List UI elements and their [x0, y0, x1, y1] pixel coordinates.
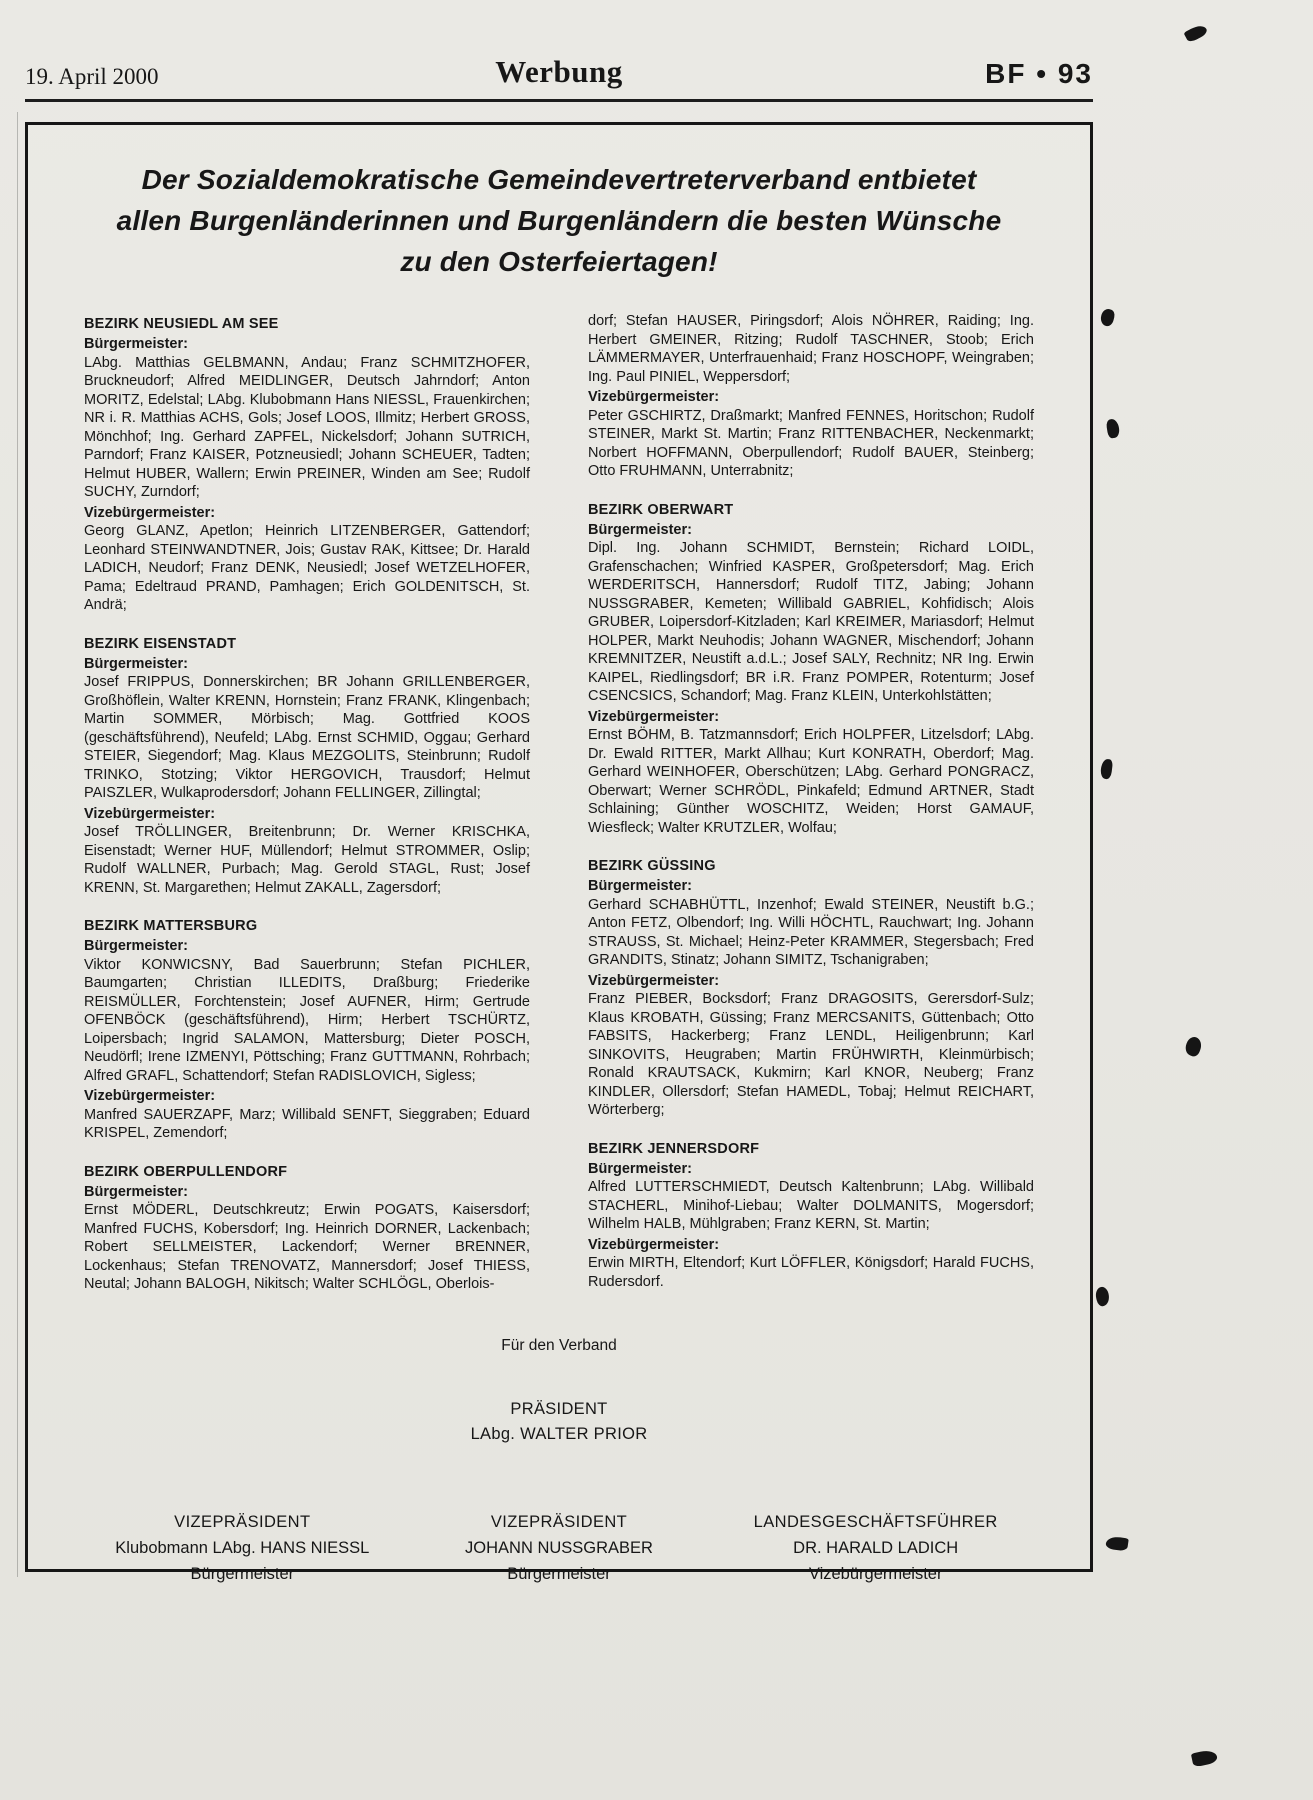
district-heading: BEZIRK MATTERSBURG	[84, 918, 258, 934]
mayor-names: Alfred LUTTERSCHMIEDT, Deutsch Kaltenbrunn; LAbg. Willibald STACHERL, Minihof-Liebau; Walter DOLMANITS, Mogersdorf; Wilhelm HALB, Mühlgraben; Franz KERN, St. Martin;	[588, 1179, 1034, 1232]
vice-mayor-names: Josef TRÖLLINGER, Breitenbrunn; Dr. Werner KRISCHKA, Eisenstadt; Werner HUF, Müllendorf; Helmut STROMMER, Oslip; Rudolf WALLNER, Purbach; Mag. Gerold STAGL, Rust; Josef KRENN, St. Margarethen; Helmut ZAKALL, Zagersdorf;	[84, 824, 530, 896]
section-title: Werbung	[495, 54, 623, 89]
officer-name: Klubobmann LAbg. HANS NIESSL	[115, 1538, 370, 1557]
ad-title-line-1: Der Sozialdemokratische Gemeindevertreterverband entbietet	[141, 164, 977, 195]
ink-mark-icon	[1099, 308, 1116, 328]
ink-mark-icon	[1094, 1286, 1111, 1307]
officer-title: VIZEPRÄSIDENT	[490, 1512, 628, 1531]
two-column-body	[84, 312, 1034, 1311]
officer-name: DR. HARALD LADICH	[793, 1538, 959, 1557]
officer-vice-president-1	[84, 1509, 401, 1587]
vice-mayor-label: Vizebürgermeister:	[588, 972, 720, 989]
mayor-label: Bürgermeister:	[84, 1183, 188, 1200]
page-content	[25, 50, 1093, 1583]
officer-name: JOHANN NUSSGRABER	[465, 1538, 653, 1557]
vice-mayor-label: Vizebürgermeister:	[588, 708, 720, 725]
mayor-names-part1: Ernst MÖDERL, Deutschkreutz; Erwin POGATS, Kaisersdorf; Manfred FUCHS, Kobersdorf; Ing. Heinrich DORNER, Lackenbach; Robert SELLMEISTER, Lackendorf; Werner BRENNER, Lockenhaus; Stefan TRENOVATZ, Mannersdorf; Josef THIESS, Neutal; Johann BALOGH, Nikitsch; Walter SCHLÖGL, Oberlois-	[84, 1202, 530, 1292]
officer-role: Vizebürgermeister	[808, 1564, 943, 1583]
left-column	[84, 312, 530, 1311]
district-neusiedl	[84, 312, 530, 615]
vice-mayor-label: Vizebürgermeister:	[84, 1088, 216, 1104]
fuer-den-verband: Für den Verband	[501, 1336, 617, 1354]
ink-mark-icon	[1183, 23, 1208, 44]
ink-mark-icon	[1183, 1035, 1204, 1058]
president-block	[84, 1397, 1034, 1447]
vice-mayor-names: Peter GSCHIRTZ, Draßmarkt; Manfred FENNES, Horitschon; Rudolf STEINER, Markt St. Martin; Franz RITTENBACHER, Neckenmarkt; Norbert HOFFMANN, Oberpullendorf; Rudolf BAUER, Steinberg; Otto FRUHMANN, Unterrabnitz;	[588, 407, 1034, 479]
district-heading: BEZIRK JENNERSDORF	[588, 1140, 760, 1157]
mayor-names: Dipl. Ing. Johann SCHMIDT, Bernstein; Richard LOIDL, Grafenschachen; Winfried KASPER, Großpetersdorf; Mag. Erich WERDERITSCH, Hannersdorf; Rudolf TITZ, Jabing; Johann NUSSGRABER, Kemeten; Willibald GABRIEL, Kohfidisch; Alois GRUBER, Loipersdorf-Kitzladen; Karl KREIMER, Mariasdorf; Helmut HOLPER, Markt Neuhodis; Johann WAGNER, Mischendorf; Johann KREMNITZER, Neustift a.d.L.; Josef SALY, Rechnitz; NR Ing. Erwin KAIPEL, Riedlingsdorf; BR i.R. Franz POMPER, Rotenturm; Josef CSENCSICS, Schandorf; Mag. Franz KLEIN, Unterkohlstätten;	[588, 540, 1034, 704]
officer-role: Bürgermeister	[190, 1564, 295, 1583]
president-name: LAbg. WALTER PRIOR	[470, 1424, 648, 1443]
officer-title: VIZEPRÄSIDENT	[174, 1512, 311, 1531]
mayor-label: Bürgermeister:	[84, 938, 188, 954]
mayor-label: Bürgermeister:	[588, 521, 692, 538]
officer-title: LANDESGESCHÄFTSFÜHRER	[753, 1512, 998, 1531]
closing-block	[84, 1337, 1034, 1587]
district-heading: BEZIRK EISENSTADT	[84, 635, 237, 652]
district-jennersdorf	[588, 1137, 1034, 1292]
officer-managing-director	[717, 1509, 1034, 1587]
district-oberpullendorf-continued	[588, 312, 1034, 481]
district-oberwart	[588, 498, 1034, 838]
officer-role: Bürgermeister	[507, 1564, 611, 1583]
ink-mark-icon	[1191, 1749, 1218, 1768]
district-heading: BEZIRK OBERWART	[588, 501, 734, 518]
vice-mayor-label: Vizebürgermeister:	[588, 1236, 720, 1253]
ink-mark-icon	[1100, 758, 1113, 779]
officers-row	[84, 1509, 1034, 1587]
mayor-label: Bürgermeister:	[84, 655, 188, 672]
district-oberpullendorf	[84, 1160, 530, 1294]
ad-title-line-2: allen Burgenländerinnen und Burgenländern die besten Wünsche	[116, 205, 1002, 236]
mayor-names: Viktor KONWICSNY, Bad Sauerbrunn; Stefan PICHLER, Baumgarten; Christian ILLEDITS, Draßburg; Friederike REISMÜLLER, Forchtenstein; Josef AUFNER, Hirm; Gertrude OFENBÖCK (geschäftsführend), Hirm; Herbert TSCHÜRTZ, Loipersbach; Ingrid SALAMON, Mattersburg; Dieter POSCH, Neudörfl; Irene IZMENYI, Pöttsching; Franz GUTTMANN, Rohrbach; Alfred GRAFL, Schattendorf; Stefan RADISLOVICH, Sigless;	[84, 956, 530, 1084]
vice-mayor-names: Erwin MIRTH, Eltendorf; Kurt LÖFFLER, Königsdorf; Harald FUCHS, Rudersdorf.	[588, 1255, 1034, 1290]
ad-title-line-3: zu den Osterfeiertagen!	[400, 246, 718, 277]
district-heading: BEZIRK OBERPULLENDORF	[84, 1163, 288, 1180]
district-heading: BEZIRK NEUSIEDL AM SEE	[84, 316, 279, 332]
officer-vice-president-2	[401, 1509, 718, 1587]
mayor-names: Gerhard SCHABHÜTTL, Inzenhof; Ewald STEINER, Neustift b.G.; Anton FETZ, Olbendorf; Ing. Willi HÖCHTL, Rauchwart; Ing. Johann STRAUSS, St. Michael; Heinz-Peter KRAMMER, Stegersbach; Fred GRANDITS, Stinatz; Johann SIMITZ, Tschanigraben;	[588, 896, 1034, 968]
ink-mark-icon	[1105, 1536, 1129, 1552]
ink-mark-icon	[1106, 418, 1121, 439]
right-column	[588, 312, 1034, 1311]
date-label: 19. April 2000	[25, 64, 159, 89]
district-mattersburg	[84, 914, 530, 1143]
vice-mayor-names: Georg GLANZ, Apetlon; Heinrich LITZENBERGER, Gattendorf; Leonhard STEINWANDTNER, Jois; Gustav RAK, Kittsee; Dr. Harald LADICH, Neudorf; Franz DENK, Neusiedl; Josef WETZELHOFER, Pama; Edeltraud PRAND, Pamhagen; Erich GOLDENITSCH, St. Andrä;	[84, 523, 530, 613]
mayor-names: LAbg. Matthias GELBMANN, Andau; Franz SCHMITZHOFER, Bruckneudorf; Alfred MEIDLINGER, Deutsch Jahrndorf; Anton MORITZ, Edelstal; LAbg. Klubobmann Hans NIESSL, Frauenkirchen; NR i. R. Matthias ACHS, Gols; Josef LOOS, Illmitz; Herbert GROSS, Mönchhof; Ing. Gerhard ZAPFEL, Nickelsdorf; Johann SUTRICH, Parndorf; Franz KAISER, Potzneusiedl; Johann SCHEUER, Tadten; Helmut HUBER, Wallern; Erwin PREINER, Winden am See; Rudolf SUCHY, Zurndorf;	[84, 354, 530, 500]
scan-edge-line	[17, 112, 18, 1577]
advertisement-box	[25, 122, 1093, 1583]
mayor-names-part2: dorf; Stefan HAUSER, Piringsdorf; Alois NÖHRER, Raiding; Ing. Herbert GMEINER, Ritzing; Rudolf TASCHNER, Stoob; Erich LÄMMERMAYER, Unterfrauenhaid; Franz HOSCHOPF, Weingraben; Ing. Paul PINIEL, Weppersdorf;	[588, 313, 1034, 385]
ad-title	[84, 159, 1034, 282]
vice-mayor-names: Ernst BÖHM, B. Tatzmannsdorf; Erich HOLPFER, Litzelsdorf; LAbg. Dr. Ewald RITTER, Markt Allhau; Kurt KONRATH, Oberdorf; Mag. Gerhard WEINHOFER, Oberschützen; LAbg. Gerhard PONGRACZ, Oberwart; Werner SCHRÖDL, Pinkafeld; Edmund ARTNER, Stadt Schlaining; Günther WOSCHITZ, Weiden; Horst GAMAUF, Wiesfleck; Walter KRUTZLER, Wolfau;	[588, 727, 1034, 836]
page-header	[25, 50, 1093, 102]
district-eisenstadt	[84, 632, 530, 898]
page-number: BF • 93	[985, 58, 1093, 89]
vice-mayor-names: Manfred SAUERZAPF, Marz; Willibald SENFT, Sieggraben; Eduard KRISPEL, Zemendorf;	[84, 1106, 530, 1141]
president-title: PRÄSIDENT	[510, 1399, 608, 1418]
mayor-names: Josef FRIPPUS, Donnerskirchen; BR Johann GRILLENBERGER, Großhöflein, Walter KRENN, Hornstein; Franz FRANK, Klingenbach; Martin SOMMER, Mörbisch; Mag. Gottfried KOOS (geschäftsführend), Neufeld; LAbg. Ernst SCHMID, Oggau; Gerhard STEIER, Siegendorf; Mag. Klaus MEZGOLITS, Steinbrunn; Rudolf TRINKO, Stotzing; Viktor HERGOVICH, Trausdorf; Helmut PAISZLER, Wulkaprodersdorf; Johann FELLINGER, Zillingtal;	[84, 674, 530, 801]
vice-mayor-label: Vizebürgermeister:	[84, 504, 216, 521]
district-heading: BEZIRK GÜSSING	[588, 858, 716, 874]
vice-mayor-label: Vizebürgermeister:	[588, 389, 720, 405]
district-guessing	[588, 854, 1034, 1120]
mayor-label: Bürgermeister:	[588, 1160, 692, 1177]
vice-mayor-names: Franz PIEBER, Bocksdorf; Franz DRAGOSITS, Gerersdorf-Sulz; Klaus KROBATH, Güssing; Franz MERCSANITS, Güttenbach; Otto FABSITS, Hackerberg; Franz LENDL, Heiligenbrunn; Karl SINKOVITS, Heugraben; Martin FRÜHWIRTH, Kleinmürbisch; Ronald KRAUTSACK, Kukmirn; Karl KNOR, Neuberg; Franz KINDLER, Ollersdorf; Stefan HAMEDL, Tobaj; Helmut REICHART, Wörterberg;	[588, 991, 1034, 1118]
mayor-label: Bürgermeister:	[84, 336, 188, 352]
vice-mayor-label: Vizebürgermeister:	[84, 805, 216, 822]
mayor-label: Bürgermeister:	[588, 878, 692, 894]
